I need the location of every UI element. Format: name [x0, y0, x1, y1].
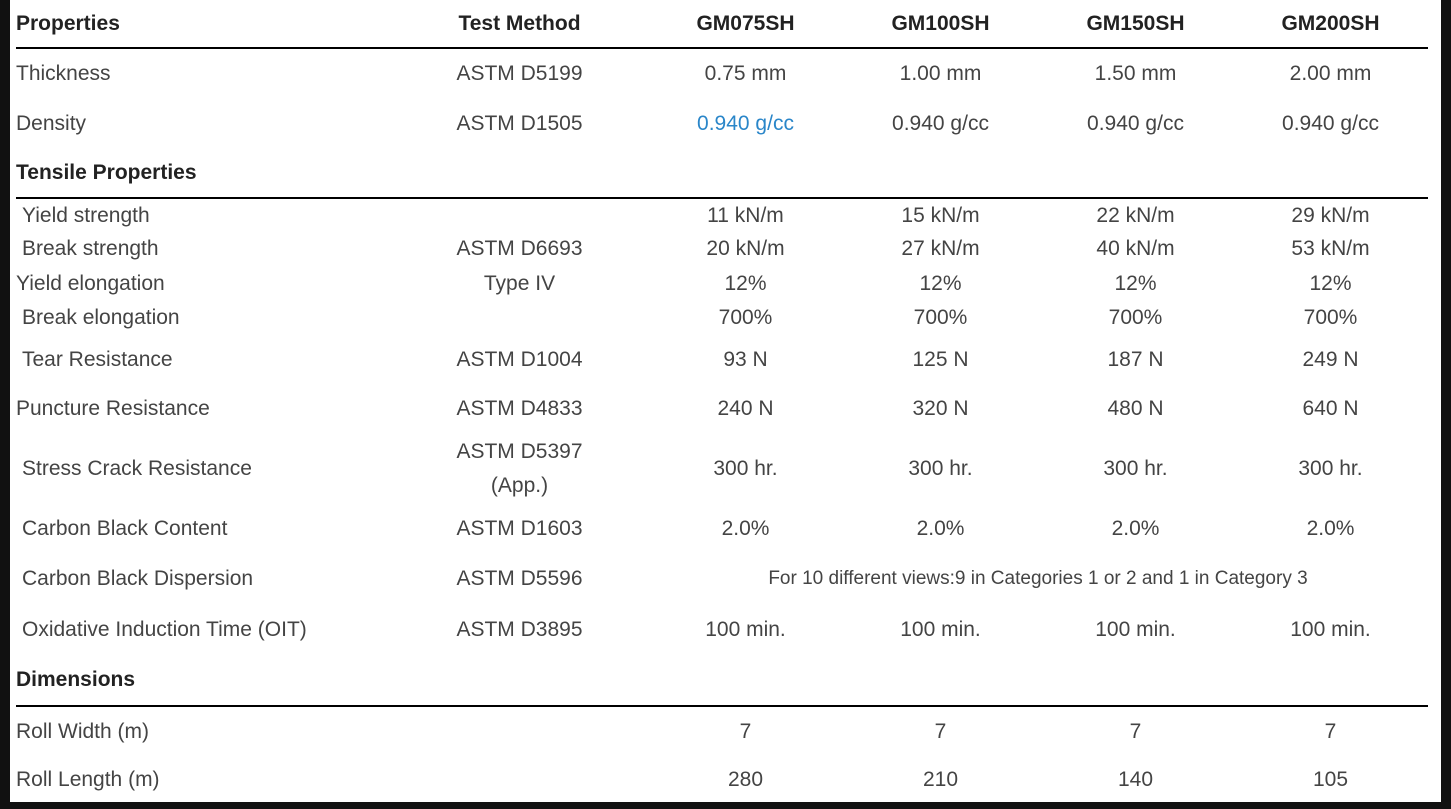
table-row — [16, 335, 1428, 384]
row-value: 20 kN/m — [706, 237, 785, 260]
row-method: ASTM D3895 — [456, 617, 583, 641]
section-title-tensile: Tensile Properties — [16, 149, 1428, 198]
row-value: 100 min. — [705, 617, 786, 641]
row-value: 640 N — [1302, 397, 1359, 420]
row-value: 2.0% — [1306, 517, 1355, 540]
table-header-row — [16, 0, 1428, 48]
row-property: Puncture Resistance — [16, 397, 210, 420]
row-value: 700% — [1108, 306, 1163, 329]
section-row-dimensions — [16, 655, 1428, 706]
row-value: 300 hr. — [713, 457, 778, 480]
row-property: Thickness — [16, 62, 111, 85]
header-product-gm075sh: GM075SH — [648, 0, 843, 48]
row-value: 22 kN/m — [1096, 203, 1175, 227]
row-value: 29 kN/m — [1291, 203, 1370, 227]
header-product-gm200sh: GM200SH — [1233, 0, 1428, 48]
row-method: ASTM D1004 — [456, 347, 583, 371]
row-value: 700% — [718, 306, 773, 329]
row-property: Yield strength — [22, 203, 150, 227]
row-value: 480 N — [1107, 397, 1164, 420]
row-method: ASTM D4833 — [456, 397, 583, 420]
row-method: ASTM D5199 — [456, 62, 583, 85]
section-row-tensile — [16, 149, 1428, 198]
table-row — [16, 706, 1428, 756]
row-value: 7 — [1129, 719, 1142, 743]
spec-page — [10, 0, 1441, 802]
row-value: 187 N — [1107, 347, 1164, 371]
row-method: ASTM D5596 — [456, 567, 583, 590]
table-row — [16, 384, 1428, 434]
row-value: 140 — [1117, 768, 1154, 791]
row-value: 249 N — [1302, 347, 1359, 371]
merged-value: For 10 different views:9 in Categories 1 or 2 and 1 in Category 3 — [768, 568, 1308, 589]
row-value: 125 N — [912, 347, 969, 371]
row-value: 93 N — [723, 347, 768, 371]
row-value: 280 — [727, 768, 764, 791]
table-row — [16, 301, 1428, 335]
method-line: ASTM D5397 — [456, 440, 583, 463]
method-line: (App.) — [490, 474, 549, 497]
row-method: ASTM D6693 — [456, 237, 583, 260]
row-method: ASTM D1505 — [456, 112, 583, 135]
row-property: Oxidative Induction Time (OIT) — [22, 617, 307, 641]
row-value: 240 N — [717, 397, 774, 420]
row-value: 12% — [1114, 271, 1157, 295]
section-title-dimensions: Dimensions — [16, 655, 1428, 706]
row-value: 53 kN/m — [1291, 237, 1370, 260]
table-row — [16, 554, 1428, 604]
row-property: Carbon Black Content — [22, 517, 228, 540]
row-value: 1.00 mm — [899, 62, 982, 85]
row-value: 1.50 mm — [1094, 62, 1177, 85]
row-value: 300 hr. — [908, 457, 973, 480]
row-property: Tear Resistance — [22, 347, 173, 371]
table-row — [16, 434, 1428, 504]
row-value: 12% — [724, 271, 767, 295]
header-properties: Properties — [16, 0, 391, 48]
row-method: ASTM D1603 — [456, 517, 583, 540]
header-product-gm150sh: GM150SH — [1038, 0, 1233, 48]
row-value: 0.940 g/cc — [1282, 112, 1379, 135]
row-value: 700% — [913, 306, 968, 329]
row-method: Type IV — [483, 271, 556, 295]
row-value: 12% — [1309, 271, 1352, 295]
row-value: 7 — [934, 719, 947, 743]
row-value: 11 kN/m — [707, 203, 784, 227]
row-value: 0.940 g/cc — [1087, 112, 1184, 135]
row-property: Density — [16, 112, 87, 135]
row-value: 2.0% — [1111, 517, 1160, 540]
row-value: 105 — [1312, 768, 1349, 791]
row-value: 100 min. — [1290, 617, 1371, 641]
row-value: 40 kN/m — [1096, 237, 1175, 260]
row-value: 100 min. — [1095, 617, 1176, 641]
table-row — [16, 504, 1428, 554]
row-value: 2.00 mm — [1289, 62, 1372, 85]
row-value: 27 kN/m — [901, 237, 980, 260]
row-method — [391, 198, 648, 232]
row-value: 0.75 mm — [704, 62, 787, 85]
row-method — [391, 756, 648, 802]
row-value: 7 — [739, 719, 752, 743]
row-property: Roll Width (m) — [16, 719, 150, 743]
row-value: 15 kN/m — [901, 203, 980, 227]
row-property: Break elongation — [22, 306, 180, 329]
row-value: 300 hr. — [1103, 457, 1168, 480]
table-row — [16, 198, 1428, 232]
row-value: 100 min. — [900, 617, 981, 641]
table-row — [16, 99, 1428, 149]
table-row — [16, 756, 1428, 802]
row-method — [391, 301, 648, 335]
row-value: 700% — [1303, 306, 1358, 329]
table-row — [16, 266, 1428, 301]
row-property: Stress Crack Resistance — [22, 457, 252, 480]
header-test-method: Test Method — [391, 0, 648, 48]
row-value: 0.940 g/cc — [892, 112, 989, 135]
table-row — [16, 604, 1428, 655]
row-property: Yield elongation — [16, 271, 165, 295]
row-property: Roll Length (m) — [16, 768, 160, 791]
row-method — [391, 434, 648, 504]
row-value: 2.0% — [721, 517, 770, 540]
header-product-gm100sh: GM100SH — [843, 0, 1038, 48]
row-value: 300 hr. — [1298, 457, 1363, 480]
row-value: 320 N — [912, 397, 969, 420]
row-value: 12% — [919, 271, 962, 295]
density-link[interactable]: 0.940 g/cc — [697, 112, 794, 135]
table-row — [16, 232, 1428, 266]
row-property: Break strength — [22, 237, 159, 260]
row-value: 2.0% — [916, 517, 965, 540]
properties-table — [16, 0, 1428, 802]
row-property: Carbon Black Dispersion — [22, 567, 254, 590]
table-row — [16, 48, 1428, 99]
row-value: 7 — [1324, 719, 1337, 743]
row-method — [391, 706, 648, 756]
row-value: 210 — [922, 768, 959, 791]
